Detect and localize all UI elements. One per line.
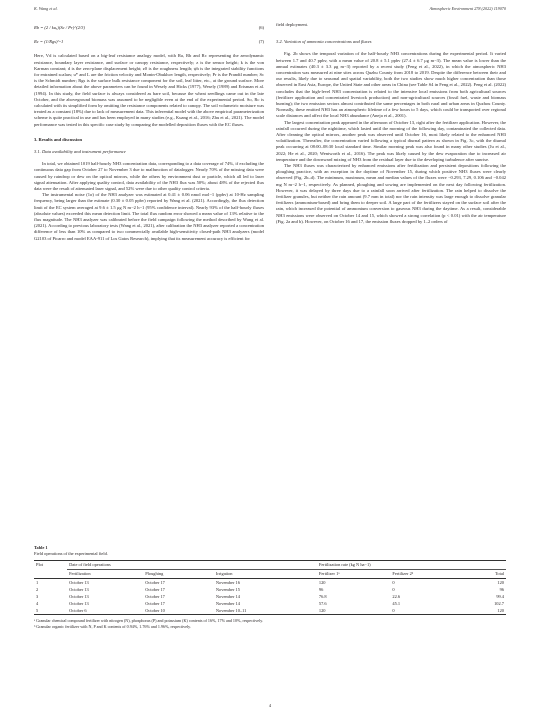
- table-subheader-ploughing: Ploughing: [143, 570, 214, 579]
- table-row: [34, 593, 506, 600]
- table-cell: 102.7: [494, 600, 504, 606]
- subsection-heading-variation: 3.2. Variation of ammonia concentrations and fluxes: [276, 39, 372, 45]
- table-cell: 120: [317, 607, 391, 615]
- table-header-plot: Plot: [34, 561, 67, 570]
- table-cell: November 14: [215, 593, 240, 599]
- table-cell: October 13: [69, 579, 89, 585]
- paragraph-model-description: Here, Vd is calculated based on a big-leaf resistance analogy model, with Ra, Rb and Rc representing the aerodynamic resistance, boundary layer resistance, and surface or canopy resistance, respectively; z is the sensor height; k is the von Karman constant; d is the zero-plane displacement height; z0 is the roughness length; ψh is the integrated stability functions for entrained scalars; u* and L are the friction velocity and Monin-Obukhov length, respectively; Pr is the Prandtl number; Sc is the Schmidt number; Rgs is the surface bulk resistance component for the soil, leaf litter, etc., at the ground surface. More detailed information about the above parameters can be found in Wesely and Hicks (1977), Wesely (1989) and Erisman et al. (1994). In this study, the field surface is always considered as bare soil, because the wheat seedlings came out in the late October, and the aboveground biomass was assumed to be negligible even at the end of the experimental period. So, Rc is calculated with its simplified form by omitting the resistance components related to canopy. The soil volumetric moisture was treated as a constant (18%) due to lack of measurement data. This inferential model with the above empirical parameterization scheme is quite practical in use and has been employed in many studies (e.g., Kuang et al., 2016; Zhu et al., 2021). The model performance was tested in this specific case study by comparing the modelled deposition fluxes with the EC fluxes.: [34, 53, 264, 127]
- table-row: [34, 586, 506, 593]
- table-cell: 96: [318, 586, 324, 592]
- table-cell: 96: [499, 586, 504, 592]
- table-footnote-b: ᵇ Granular organic fertilizer with N, P and K contents of 0.94%, 1.76% and 1.96%, respectively.: [34, 624, 191, 629]
- paragraph-concentration-peak: The largest concentration peak appeared in the afternoon of October 13, right after the fertilizer application. However, the rainfall occurred during the nighttime, which lasted until the morning of the following day, contaminated the collected data. After cleaning the optical mirrors, another peak was observed until October 16, most likely related to the enhanced NH3 volatilization. Thereafter, the concentration varied following a typical diurnal pattern as shown in Fig. 3c, with the diurnal peak occurring at 08:00–08:30 local standard time. Similar morning peak was also found in many other studies (Ju et al., 2022; He et al., 2020; Wentworth et al., 2016). The peak was likely caused by the dew evaporation due to increased air temperature and the downward mixing of NH3 from the residual layer due to the developing turbulence after sunrise.: [276, 119, 506, 162]
- table-header-dates: Date of field operations: [67, 561, 317, 570]
- table-cell: October 17: [145, 593, 165, 599]
- equation-7-number: (7): [258, 39, 264, 45]
- table-cell: 0: [392, 586, 395, 592]
- table-cell: November 16: [215, 579, 240, 585]
- table-label: Table 1: [34, 545, 48, 550]
- section-heading-results: 3. Results and discussion: [34, 136, 83, 142]
- equation-7: [34, 39, 264, 45]
- subsection-heading-data-availability: 3.1. Data availability and instrument performance: [34, 149, 126, 155]
- running-head-authors: K. Wang et al.: [34, 6, 58, 11]
- paragraph-nh3-fluxes: The NH3 fluxes was characterized by enhanced emissions after fertilization and persistent depositions following the ploughing practice, with an exception in the daytime of November 15, during which positive NH3 fluxes were clearly observed (Fig. 2b–d). The minimum, maximum, mean and median values of the fluxes were −0.293, 7.29, 0.106 and −0.042 mg N m−2 h−1, respectively. As planned, ploughing and sowing are implemented on the next day following fertilization. However, it was delayed by three days due to a rainfall soon arrived after fertilization. The rain helped to dissolve the fertilizer granules, but neither the rain amount (9.7 mm in total) nor the rain intensity was large enough to dissolve granular fertilizers (ammonium-based) and bring them to deeper soil. A large part of the fertilizers stayed on the surface soil after the rain, which increased the potential of ammonium conversion to gaseous NH3 during the daytime. As a result, considerable NH3 emissions were observed on October 14 and 15, which showed a strong correlation (p < 0.01) with the air temperature (Fig. 2a and b). However, on October 16 and 17, the emission fluxes dropped by 1–2 orders of: [276, 163, 506, 224]
- table-cell: October 13: [69, 593, 89, 599]
- paragraph-data-coverage: In total, we obtained 1019 half-hourly NH3 concentration data, corresponding to a data coverage of 74%, if excluding the continuous data gap from October 27 to November 3 due to malfunction of datalogger. Nearly 70% of the missing data were caused by raindrop or dew on the optical mirrors, while the others by environment dust or particle, which all led to laser signal attenuation. After applying quality control, data availability of the NH3 flux was 50%; about 48% of the rejected flux data were the result of attenuated laser signal, and 52% were due to other quality control criteria.: [34, 161, 264, 192]
- table: [34, 560, 506, 615]
- table-cell: 120: [318, 579, 326, 585]
- equation-6: [34, 25, 264, 31]
- paragraph-continuation: field deployment.: [276, 22, 309, 27]
- equation-6-number: (6): [258, 25, 264, 30]
- table-subheader-total: Total: [464, 570, 506, 579]
- table-cell: November 10–11: [214, 607, 317, 615]
- table-header-fertilization-rate: Fertilization rate (kg N ha−1): [317, 561, 506, 570]
- paragraph-concentration-variation: Fig. 2b shows the temporal variation of the half-hourly NH3 concentrations during the experimental period. It varied between 1.7 and 40.7 ppbv, with a mean value of 20.8 ± 5.1 ppbv (27.4 ± 6.7 μg m−3). The mean value is lower than the annual estimates (40.3 ± 3.3 μg m−3) reported by a recent study (Feng et al., 2022), in which the atmospheric NH3 concentration was measured at nine sites across Quzhu County from 2018 to 2019. Despite the difference between their and our results, likely due to seasonal and spatial variability, both the two studies show much higher concentration than those observed in East Asia, Europe, the United State and other areas in China (see Table S4 in Feng et al., 2022). Feng et al. (2022) concludes that the high-level NH3 concentration is related to the intensive local emissions from both agricultural sources (fertilizer application and concentrated livestock production) and non-agricultural sources (fossil fuel, waste and biomass burning); the two emission sectors almost contributed the same percentages in both rural and urban areas in Quzhou County. Normally, these emitted NH3 has an atmospheric lifetime of a few hours to 5 days, which could be transported over regional scale distances and affect the local NH3 abundance (Aneja et al., 2001).: [276, 51, 506, 119]
- table-cell: October 17: [145, 579, 165, 585]
- table-cell: 3: [36, 593, 39, 599]
- table-cell: 22.6: [392, 593, 401, 599]
- table-cell: 1: [36, 579, 39, 585]
- table-subheader-fertilization: Fertilization: [67, 570, 143, 579]
- right-column: [276, 22, 506, 225]
- table-cell: 4: [36, 600, 39, 606]
- table-cell: October 6: [67, 607, 143, 615]
- table-cell: November 15: [215, 586, 240, 592]
- table-caption: Field operations of the experimental field.: [34, 551, 108, 556]
- table-cell: 0: [392, 579, 395, 585]
- left-column: [34, 22, 264, 242]
- table-footnote-a: ᵃ Granular chemical compound fertilizer with nitrogen (N), phosphorus (P) and potassium (K) contents of 16%, 17% and 10%, respectively.: [34, 618, 264, 623]
- table-cell: 45.1: [392, 600, 401, 606]
- table-cell: October 13: [69, 600, 89, 606]
- table-field-operations: [34, 545, 506, 630]
- table-cell: 76.8: [318, 593, 327, 599]
- table-subheader-fertilizer-1: Fertilizer 1ᵃ: [317, 570, 391, 579]
- table-cell: 2: [36, 586, 39, 592]
- running-head-journal: Atmospheric Environment 278 (2022) 119070: [429, 6, 506, 11]
- table-cell: October 10: [143, 607, 214, 615]
- table-cell: 120: [497, 579, 504, 585]
- table-cell: October 17: [145, 600, 165, 606]
- table-cell: 5: [34, 607, 67, 615]
- table-cell: October 13: [69, 586, 89, 592]
- paragraph-instrument-noise: The instrumental noise (1σ) of the NH3 analyzer was estimated at 0.41 ± 0.06 nmol mol−1 (ppbv) at 10-Hz sampling frequency, being larger than the estimate (0.30 ± 0.05 ppbv) reported by Wang et al. (2021). Accordingly, the flux detection limit of the EC system averaged at 9.6 ± 1.5 μg N m−2 h−1 (95% confidence interval). Nearly 93% of the half-hourly fluxes (absolute values) exceeded this mean detection limit. The total flux random error showed a mean value of 13% relative to the flux magnitude. The NH3 analyzer was calibrated before the field campaign following the method described by Wang et al. (2021). According to previous laboratory tests (Wang et al., 2021), after calibration the NH3 analyzer reported a concentration difference of less than 10% as compared to two commercially available high-sensitivity closed-path NH3 analyzers (model G2103 of Picarro and model EAA-911 of Los Gatos Research), implying that its measurement accuracy is efficient for: [34, 192, 264, 241]
- table-cell: November 14: [215, 600, 240, 606]
- table-row: [34, 579, 506, 587]
- table-cell: 99.4: [496, 593, 504, 599]
- table-cell: 120: [464, 607, 506, 615]
- table-subheader-irrigation: Irrigation: [214, 570, 317, 579]
- table-row: [34, 600, 506, 607]
- table-cell: 57.6: [318, 600, 327, 606]
- equation-6-text: Rb = (2 / kuₓ)(Sc / Pr)^(2/3): [34, 25, 85, 30]
- table-row: [34, 607, 506, 615]
- equation-7-text: Rc = (1/Rgs)^-1: [34, 39, 64, 45]
- table-cell: 0: [390, 607, 464, 615]
- table-cell: October 17: [145, 586, 165, 592]
- page-number: 4: [268, 703, 272, 708]
- table-subheader-fertilizer-2: Fertilizer 2ᵇ: [390, 570, 464, 579]
